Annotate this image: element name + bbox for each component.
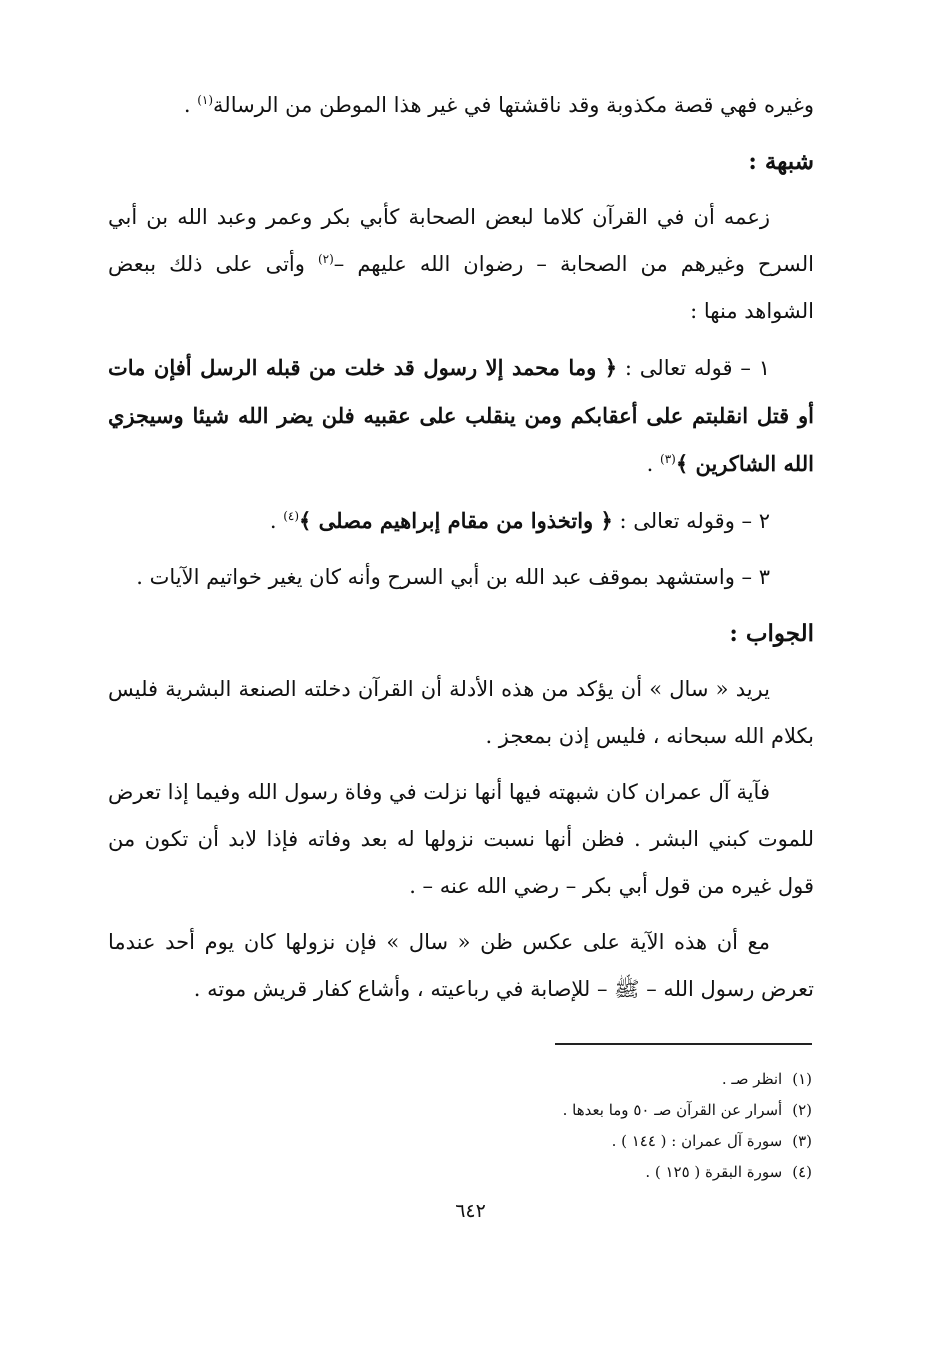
footnote-item [312,1157,812,1188]
evidence-prefix: ٢ – وقوله تعالى : [612,509,770,533]
section-heading-answer: الجواب : [729,620,814,647]
footnote-ref: (٤) [283,509,300,523]
paragraph-answer-3 [108,919,814,1013]
footnote-text: أسرار عن القرآن صـ ٥٠ وما بعدها . [562,1101,783,1119]
paragraph-tail: وأتى على ذلك ببعض الشواهد منها : [108,252,814,323]
footnote-number: (٤) [792,1163,812,1181]
footnote-divider [555,1043,812,1045]
paragraph-continuation [108,82,814,129]
paragraph-text: مع أن هذه الآية على عكس ظن « سال » فإن نزولها كان يوم أحد عندما تعرض رسول الله – ﷺ – للإصابة في رباعيته ، وأشاع كفار قريش موته . [108,930,814,1001]
paragraph-answer-2 [108,769,814,910]
paragraph-text: ٣ – واستشهد بموقف عبد الله بن أبي السرح وأنه كان يغير خواتيم الآيات . [136,565,770,589]
paragraph-tail: . [269,509,284,533]
footnote-item [312,1064,812,1095]
footnote-number: (٣) [792,1132,812,1150]
footnote-item [312,1126,812,1157]
paragraph-text: زعمه أن في القرآن كلاما لبعض الصحابة كأبي بكر وعمر وعبد الله بن أبي السرح وغيرهم من الصحابة – رضوان الله عليهم – [108,205,815,276]
paragraph-text: وغيره فهي قصة مكذوبة وقد ناقشتها في غير هذا الموطن من الرسالة [213,93,814,117]
paragraph-text: يريد « سال » أن يؤكد من هذه الأدلة أن القرآن دخلته الصنعة البشرية فليس بكلام الله سبحانه ، فليس إذن بمعجز . [108,677,814,748]
paragraph-answer-1 [108,666,814,760]
paragraph-tail: . [646,452,661,476]
footnote-text: سورة البقرة ( ١٢٥ ) . [645,1163,783,1181]
evidence-item-2 [108,497,814,545]
section-heading-doubt: شبهة : [748,148,814,175]
footnotes [312,1064,812,1188]
footnote-number: (١) [792,1070,812,1088]
footnote-ref: (١) [197,93,214,107]
paragraph-claim [108,194,814,335]
evidence-item-1 [108,344,814,488]
footnote-text: انظر صـ . [721,1070,783,1088]
footnote-number: (٢) [792,1101,812,1119]
quran-verse: ﴿ واتخذوا من مقام إبراهيم مصلى ﴾ [299,508,613,533]
evidence-item-3 [108,554,814,601]
footnote-item [312,1095,812,1126]
footnote-ref: (٣) [660,452,676,466]
main-text [108,82,814,1022]
paragraph-text: فآية آل عمران كان شبهته فيها أنها نزلت في وفاة رسول الله وفيما إذا تعرض للموت كبني البشر . فظن أنها نسبت نزولها له بعد وفاته فإذا لابد أن تكون من قول غيره من قول أبي بكر – رضي الله عنه – . [108,780,814,898]
evidence-prefix: ١ – قوله تعالى : [617,356,770,380]
footnote-ref: (٢) [317,252,334,266]
page-number: ٦٤٢ [455,1200,486,1222]
quran-verse: ﴿ وما محمد إلا رسول قد خلت من قبله الرسل أفإن مات أو قتل انقلبتم على أعقابكم ومن ينقلب على عقبيه فلن يضر الله شيئا وسيجزي الله الشاكرين ﴾ [108,355,814,476]
paragraph-tail: . [183,93,198,117]
footnote-text: سورة آل عمران : ( ١٤٤ ) . [611,1132,783,1150]
